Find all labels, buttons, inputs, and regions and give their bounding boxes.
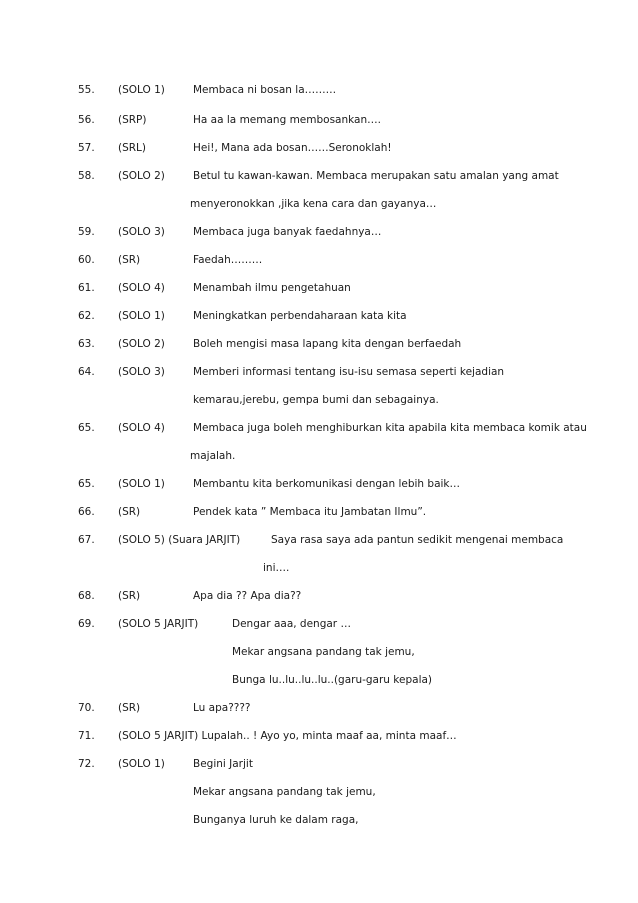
dialogue-text: Membantu kita berkomunikasi dengan lebih baik… bbox=[193, 478, 461, 490]
speaker-label: (SR) bbox=[118, 590, 141, 602]
dialogue-text: Apa dia ?? Apa dia?? bbox=[193, 590, 302, 602]
dialogue-text: Boleh mengisi masa lapang kita dengan berfaedah bbox=[193, 338, 462, 350]
line-number: 62. bbox=[78, 310, 95, 322]
dialogue-text: Mekar angsana pandang tak jemu, bbox=[193, 786, 376, 798]
line-number: 71. bbox=[78, 730, 95, 742]
speaker-label: (SOLO 1) bbox=[118, 758, 165, 770]
dialogue-text: Betul tu kawan-kawan. Membaca merupakan satu amalan yang amat bbox=[193, 170, 559, 182]
line-number: 56. bbox=[78, 114, 95, 126]
speaker-label: (SOLO 2) bbox=[118, 338, 165, 350]
dialogue-text: Meningkatkan perbendaharaan kata kita bbox=[193, 310, 407, 322]
line-number: 61. bbox=[78, 282, 95, 294]
dialogue-text: Lu apa???? bbox=[193, 702, 251, 714]
speaker-label: (SOLO 1) bbox=[118, 84, 165, 96]
dialogue-text: menyeronokkan ,jika kena cara dan gayanya… bbox=[190, 198, 437, 210]
speaker-label: (SOLO 1) bbox=[118, 310, 165, 322]
dialogue-text: kemarau,jerebu, gempa bumi dan sebagainya. bbox=[193, 394, 439, 406]
dialogue-text: Faedah……… bbox=[193, 254, 263, 266]
speaker-label: (SOLO 3) bbox=[118, 226, 165, 238]
dialogue-text: ini…. bbox=[263, 562, 290, 574]
line-number: 63. bbox=[78, 338, 95, 350]
dialogue-text: majalah. bbox=[190, 450, 236, 462]
line-number: 64. bbox=[78, 366, 95, 378]
line-number: 65. bbox=[78, 478, 95, 490]
speaker-label: (SOLO 4) bbox=[118, 422, 165, 434]
dialogue-text: Saya rasa saya ada pantun sedikit mengenai membaca bbox=[271, 534, 564, 546]
dialogue-text: Membaca juga banyak faedahnya… bbox=[193, 226, 382, 238]
speaker-label: (SOLO 5 JARJIT) Lupalah.. ! Ayo yo, minta maaf aa, minta maaf… bbox=[118, 730, 457, 742]
speaker-label: (SOLO 5) (Suara JARJIT) bbox=[118, 534, 241, 546]
line-number: 72. bbox=[78, 758, 95, 770]
dialogue-text: Begini Jarjit bbox=[193, 758, 253, 770]
line-number: 65. bbox=[78, 422, 95, 434]
dialogue-text: Pendek kata ” Membaca itu Jambatan Ilmu”. bbox=[193, 506, 427, 518]
dialogue-text: Membaca ni bosan la……… bbox=[193, 84, 337, 96]
speaker-label: (SRL) bbox=[118, 142, 147, 154]
dialogue-text: Membaca juga boleh menghiburkan kita apabila kita membaca komik atau bbox=[193, 422, 587, 434]
speaker-label: (SR) bbox=[118, 702, 141, 714]
dialogue-text: Bunganya luruh ke dalam raga, bbox=[193, 814, 359, 826]
line-number: 60. bbox=[78, 254, 95, 266]
dialogue-text: Hei!, Mana ada bosan……Seronoklah! bbox=[193, 142, 392, 154]
line-number: 70. bbox=[78, 702, 95, 714]
speaker-label: (SRP) bbox=[118, 114, 147, 126]
line-number: 66. bbox=[78, 506, 95, 518]
dialogue-text: Bunga lu..lu..lu..lu..(garu-garu kepala) bbox=[232, 674, 433, 686]
dialogue-text: Mekar angsana pandang tak jemu, bbox=[232, 646, 415, 658]
line-number: 68. bbox=[78, 590, 95, 602]
speaker-label: (SOLO 3) bbox=[118, 366, 165, 378]
dialogue-text: Ha aa la memang membosankan…. bbox=[193, 114, 381, 126]
line-number: 55. bbox=[78, 84, 95, 96]
line-number: 69. bbox=[78, 618, 95, 630]
line-number: 67. bbox=[78, 534, 95, 546]
line-number: 58. bbox=[78, 170, 95, 182]
speaker-label: (SOLO 4) bbox=[118, 282, 165, 294]
dialogue-text: Dengar aaa, dengar … bbox=[232, 618, 351, 630]
line-number: 59. bbox=[78, 226, 95, 238]
dialogue-text: Memberi informasi tentang isu-isu semasa seperti kejadian bbox=[193, 366, 505, 378]
speaker-label: (SOLO 2) bbox=[118, 170, 165, 182]
speaker-label: (SOLO 5 JARJIT) bbox=[118, 618, 199, 630]
speaker-label: (SOLO 1) bbox=[118, 478, 165, 490]
speaker-label: (SR) bbox=[118, 254, 141, 266]
dialogue-text: Menambah ilmu pengetahuan bbox=[193, 282, 351, 294]
speaker-label: (SR) bbox=[118, 506, 141, 518]
line-number: 57. bbox=[78, 142, 95, 154]
